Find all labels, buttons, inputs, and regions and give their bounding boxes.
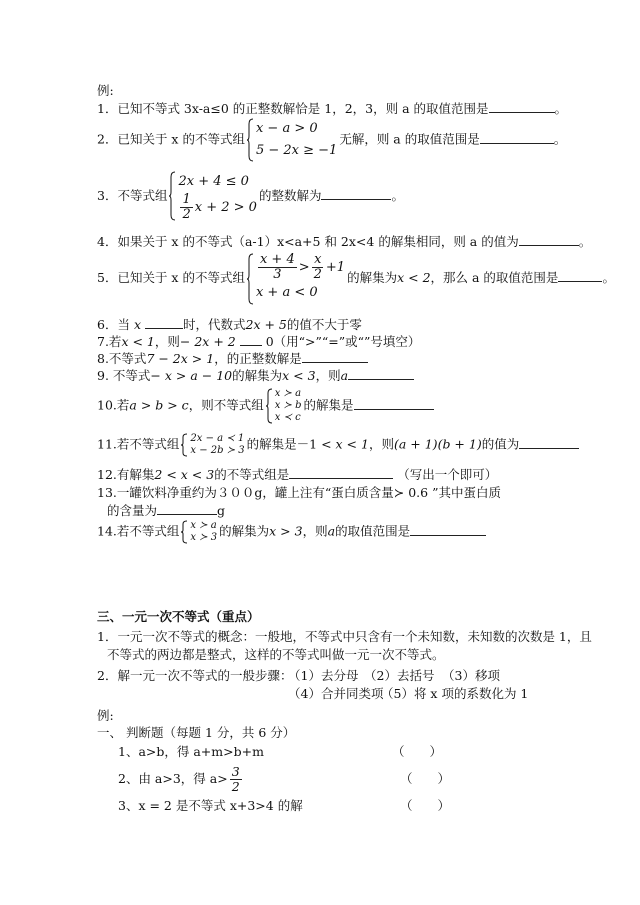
steps-paragraph bbox=[97, 668, 500, 684]
answer-blank[interactable] bbox=[558, 269, 602, 282]
step-item: （1）去分母 bbox=[288, 668, 359, 683]
question-text: 13.一罐饮料净重约为３００g，罐上注有“蛋白质含量≻ 0.6 ”其中蛋白质 bbox=[97, 485, 501, 500]
question-text: 时，代数式 bbox=[182, 317, 246, 332]
math-variable: x bbox=[133, 317, 141, 332]
question-2 bbox=[97, 118, 566, 162]
concept-paragraph-continued: 不等式的两边都是整式，这样的不等式叫做一元一次不等式。 bbox=[107, 647, 445, 662]
system-row: x ≻ a bbox=[190, 520, 217, 531]
inequality-system bbox=[247, 253, 345, 304]
answer-blank[interactable] bbox=[321, 187, 391, 200]
math-variable: a bbox=[327, 523, 336, 539]
question-text: 12.有解集 bbox=[97, 467, 155, 482]
system-row: 5 − 2x ≥ −1 bbox=[255, 143, 338, 158]
example-label: 例: bbox=[97, 83, 114, 98]
question-8 bbox=[97, 350, 368, 367]
question-text: 的含量为 bbox=[107, 503, 158, 518]
question-text: ，则 bbox=[302, 523, 328, 539]
brace-icon bbox=[181, 433, 188, 457]
inequality-system bbox=[266, 388, 302, 424]
answer-blank[interactable] bbox=[519, 233, 579, 246]
system-row: x − 2b ≻ 3 bbox=[190, 445, 245, 456]
question-text: （写出一个即可） bbox=[397, 467, 498, 482]
question-text: 3．不等式组 bbox=[97, 188, 168, 203]
math-expression: x < 2 bbox=[397, 270, 431, 285]
answer-blank[interactable] bbox=[410, 523, 486, 536]
question-text: 的取值范围是 bbox=[335, 523, 411, 539]
fraction-numerator: 1 bbox=[182, 192, 191, 207]
question-text: ，则不等式组 bbox=[188, 397, 264, 413]
question-13 bbox=[97, 485, 501, 501]
fraction-numerator: 3 bbox=[231, 764, 240, 779]
punctuation: 。 bbox=[391, 188, 404, 203]
math-expression: x < 1 bbox=[335, 436, 369, 452]
system-row: x ≺ c bbox=[274, 412, 301, 423]
system-row bbox=[178, 193, 256, 222]
judge-text: 1、a>b，得 a+m>b+m bbox=[118, 744, 264, 759]
question-4 bbox=[97, 233, 591, 250]
unit-label: g bbox=[217, 503, 226, 518]
math-expression: (a + 1)(b + 1) bbox=[393, 436, 482, 452]
answer-blank[interactable] bbox=[489, 100, 555, 113]
punctuation: 。 bbox=[554, 101, 568, 116]
answer-blank[interactable] bbox=[354, 397, 434, 410]
fraction-numerator: x bbox=[314, 252, 322, 267]
question-text: 的整数解为 bbox=[258, 188, 322, 203]
question-text: 的解集是 bbox=[303, 397, 354, 413]
question-text: 8.不等式 bbox=[97, 351, 147, 366]
concept-paragraph: 1．一元一次不等式的概念：一般地，不等式中只含有一个未知数，未知数的次数是 1，且 bbox=[97, 629, 592, 644]
question-14 bbox=[97, 520, 486, 544]
step-item: （5）将 x 项的系数化为 1 bbox=[381, 686, 529, 701]
fraction bbox=[180, 193, 192, 222]
math-expression: 7 − 2x > 1 bbox=[146, 351, 215, 366]
fraction bbox=[312, 253, 324, 282]
system-row: 2x + 4 ≤ 0 bbox=[178, 174, 249, 189]
fraction bbox=[258, 253, 297, 282]
system-row-text: x + 2 > 0 bbox=[194, 200, 257, 215]
answer-parentheses[interactable]: （ ） bbox=[392, 744, 443, 759]
answer-blank[interactable] bbox=[145, 316, 183, 329]
math-expression: − 2x + 2 bbox=[179, 334, 236, 349]
question-11 bbox=[97, 433, 579, 457]
brace-icon bbox=[266, 388, 273, 424]
answer-blank[interactable] bbox=[240, 333, 262, 346]
answer-blank[interactable] bbox=[302, 350, 368, 363]
question-6 bbox=[97, 316, 362, 333]
fraction-denominator: 3 bbox=[273, 267, 282, 282]
question-text: 的不等式组是 bbox=[214, 467, 290, 482]
punctuation: 。 bbox=[578, 234, 592, 249]
inequality-system bbox=[181, 433, 244, 457]
inequality-system bbox=[181, 520, 217, 544]
question-text: 的解集是－1 < bbox=[246, 436, 332, 452]
brace-icon bbox=[247, 253, 254, 305]
fraction-denominator: 2 bbox=[231, 779, 240, 794]
system-row: x ≻ a bbox=[274, 388, 302, 399]
brace-icon bbox=[181, 520, 188, 544]
question-text: 14.若不等式组 bbox=[97, 523, 180, 539]
inequality-system bbox=[169, 171, 256, 222]
judge-text: 3、x = 2 是不等式 x+3>4 的解 bbox=[118, 798, 303, 813]
math-expression: x > 3 bbox=[269, 523, 303, 539]
fraction-denominator: 2 bbox=[182, 207, 191, 222]
judge-text: 2、由 a>3，得 a> bbox=[118, 771, 228, 786]
section-title: 三、一元一次不等式（重点） bbox=[97, 609, 260, 624]
question-text: ，则 bbox=[154, 334, 180, 349]
judge-title: 一、 判断题（每题 1 分，共 6 分） bbox=[97, 725, 296, 740]
answer-blank[interactable] bbox=[480, 131, 554, 144]
system-row bbox=[256, 253, 345, 282]
question-text: 的值不大于零 bbox=[286, 317, 362, 332]
judge-item-3 bbox=[118, 798, 451, 814]
brace-icon bbox=[247, 118, 254, 162]
question-text: 无解，则 a 的取值范围是 bbox=[339, 131, 480, 147]
operator: > bbox=[298, 260, 310, 275]
question-5 bbox=[97, 253, 615, 304]
math-expression: x < 3 bbox=[282, 368, 316, 383]
steps-label: 2．解一元一次不等式的一般步骤： bbox=[97, 668, 293, 683]
answer-parentheses[interactable]: （ ） bbox=[400, 771, 451, 786]
question-text: 6．当 bbox=[97, 317, 130, 332]
brace-icon bbox=[169, 171, 176, 221]
inequality-system bbox=[247, 118, 337, 162]
step-item: （4）合并同类项 bbox=[288, 686, 384, 701]
question-9 bbox=[97, 367, 414, 384]
question-text: ，的正整数解是 bbox=[214, 351, 302, 366]
question-1 bbox=[97, 100, 567, 117]
judge-item-1 bbox=[118, 744, 443, 760]
fraction-numerator: x + 4 bbox=[259, 252, 295, 267]
question-text: 0（用“>”“=”或“”号填空） bbox=[265, 334, 421, 349]
question-text: ，则 bbox=[315, 368, 341, 383]
question-text: 1．已知不等式 3x-a≤0 的正整数解恰是 1，2，3，则 a 的取值范围是 bbox=[97, 101, 489, 116]
question-text: ，那么 a 的取值范围是 bbox=[430, 270, 559, 285]
math-expression: 2x + 5 bbox=[245, 317, 287, 332]
answer-blank[interactable] bbox=[157, 502, 217, 515]
judge-item-2 bbox=[118, 762, 451, 796]
question-text: 的解集为 bbox=[232, 368, 283, 383]
math-expression: − x > a − 10 bbox=[150, 368, 233, 383]
answer-blank[interactable] bbox=[289, 466, 393, 479]
question-10 bbox=[97, 388, 434, 424]
question-text: 9. 不等式 bbox=[97, 368, 151, 383]
step-item: （3）移项 bbox=[442, 668, 500, 683]
math-expression: 2 < x < 3 bbox=[154, 467, 215, 482]
system-row: x − a > 0 bbox=[255, 121, 318, 136]
math-expression: x < 1 bbox=[121, 334, 155, 349]
question-text: 11.若不等式组 bbox=[97, 436, 180, 452]
question-text: ，则 bbox=[368, 436, 394, 452]
question-12 bbox=[97, 466, 497, 483]
question-text: 的解集为 bbox=[347, 270, 398, 285]
punctuation: 。 bbox=[553, 131, 567, 147]
question-text: 7.若 bbox=[97, 334, 122, 349]
system-row: 2x − a ≺ 1 bbox=[190, 433, 245, 444]
system-row: x ≻ 3 bbox=[190, 532, 218, 543]
answer-blank[interactable] bbox=[348, 367, 414, 380]
question-text: 2．已知关于 x 的不等式组 bbox=[97, 131, 245, 147]
question-text: 的解集为 bbox=[219, 523, 270, 539]
question-text: 4．如果关于 x 的不等式（a-1）x<a+5 和 2x<4 的解集相同，则 a 的值为 bbox=[97, 234, 519, 249]
system-row-text: +1 bbox=[325, 260, 346, 275]
math-expression: a > b > c bbox=[129, 397, 189, 413]
punctuation: 。 bbox=[602, 270, 615, 285]
question-text: 的值为 bbox=[481, 436, 520, 452]
fraction bbox=[230, 765, 242, 794]
math-variable: a bbox=[340, 368, 349, 383]
question-7 bbox=[97, 333, 420, 350]
system-row: x + a < 0 bbox=[255, 285, 318, 300]
fraction-denominator: 2 bbox=[313, 267, 322, 282]
question-3 bbox=[97, 171, 404, 222]
example-label: 例: bbox=[97, 708, 114, 723]
question-text: 10.若 bbox=[97, 397, 130, 413]
system-row: x ≻ b bbox=[274, 400, 302, 411]
answer-parentheses[interactable]: （ ） bbox=[400, 798, 451, 813]
answer-blank[interactable] bbox=[519, 436, 579, 449]
question-13-continued bbox=[107, 502, 225, 519]
question-text: 5．已知关于 x 的不等式组 bbox=[97, 270, 245, 285]
step-item: （2）去括号 bbox=[364, 668, 435, 683]
